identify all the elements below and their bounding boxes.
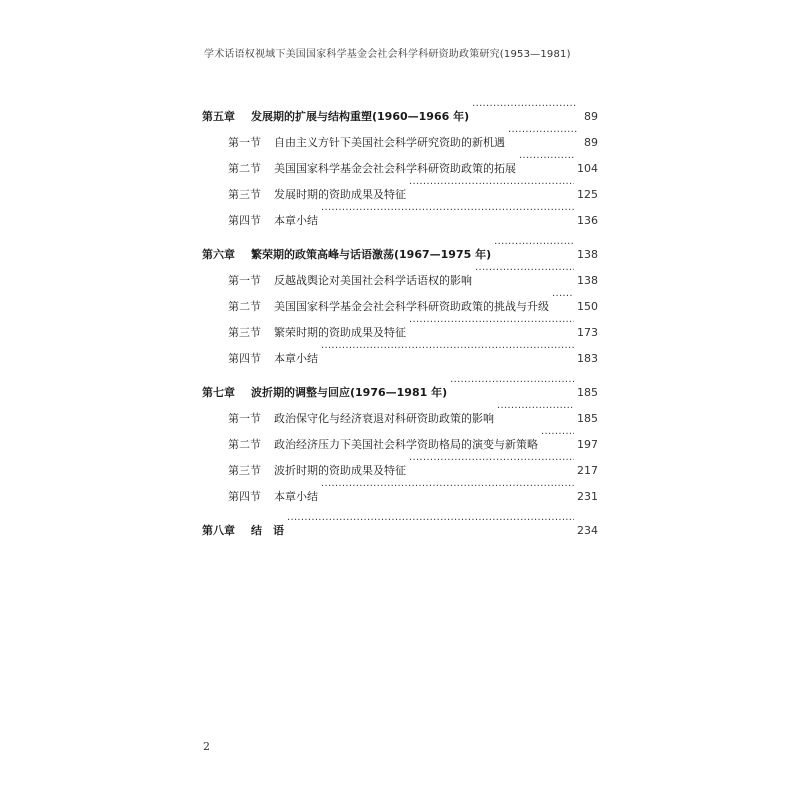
section-title: 美国国家科学基金会社会科学科研资助政策的挑战与升级: [274, 300, 549, 313]
section-number: 第一节: [228, 412, 261, 425]
table-of-contents: [202, 94, 598, 537]
section-title: 美国国家科学基金会社会科学科研资助政策的拓展: [274, 162, 516, 175]
chapter-number: 第七章: [202, 386, 235, 399]
toc-page-number: 173: [577, 326, 598, 339]
dot-leader: [321, 336, 574, 362]
section-number: 第二节: [228, 300, 261, 313]
dot-leader: [409, 172, 574, 198]
toc-page-number: 150: [577, 300, 598, 313]
chapter-title: 发展期的扩展与结构重塑(1960—1966 年): [251, 110, 470, 123]
dot-leader: [475, 258, 574, 284]
chapter-title: 繁荣期的政策高峰与话语激荡(1967—1975 年): [251, 248, 492, 261]
toc-page-number: 217: [577, 464, 598, 477]
section-title: 反越战舆论对美国社会科学话语权的影响: [274, 274, 472, 287]
running-header: 学术话语权视域下美国国家科学基金会社会科学科研资助政策研究(1953—1981): [204, 49, 571, 60]
section-title: 政治保守化与经济衰退对科研资助政策的影响: [274, 412, 494, 425]
chapter-number: 第八章: [202, 524, 235, 537]
dot-leader: [287, 508, 574, 534]
dot-leader: [541, 422, 574, 448]
toc-page-number: 125: [577, 188, 598, 201]
section-title: 自由主义方针下美国社会科学研究资助的新机遇: [274, 136, 505, 149]
toc-chapter-entry[interactable]: [202, 94, 598, 123]
dot-leader: [450, 370, 574, 396]
toc-page-number: 138: [577, 248, 598, 261]
section-number: 第三节: [228, 326, 261, 339]
toc-page-number: 89: [584, 136, 598, 149]
section-number: 第四节: [228, 352, 261, 365]
toc-page-number: 183: [577, 352, 598, 365]
dot-leader: [321, 198, 574, 224]
toc-page-number: 89: [584, 110, 598, 123]
section-number: 第三节: [228, 188, 261, 201]
dot-leader: [409, 448, 574, 474]
section-title: 政治经济压力下美国社会科学资助格局的演变与新策略: [274, 438, 538, 451]
section-title: 波折时期的资助成果及特征: [274, 464, 406, 477]
dot-leader: [508, 120, 577, 146]
section-number: 第一节: [228, 136, 261, 149]
dot-leader: [552, 284, 574, 310]
section-number: 第四节: [228, 490, 261, 503]
toc-page-number: 185: [577, 412, 598, 425]
toc-page-number: 136: [577, 214, 598, 227]
section-number: 第三节: [228, 464, 261, 477]
toc-chapter-entry[interactable]: [202, 232, 598, 261]
dot-leader: [497, 396, 574, 422]
chapter-title: 波折期的调整与回应(1976—1981 年): [251, 386, 448, 399]
toc-page-number: 104: [577, 162, 598, 175]
toc-page-number: 185: [577, 386, 598, 399]
toc-page-number: 231: [577, 490, 598, 503]
toc-page-number: 138: [577, 274, 598, 287]
dot-leader: [472, 94, 577, 120]
dot-leader: [409, 310, 574, 336]
section-title: 繁荣时期的资助成果及特征: [274, 326, 406, 339]
section-title: 本章小结: [274, 490, 318, 503]
section-number: 第一节: [228, 274, 261, 287]
dot-leader: [321, 474, 574, 500]
section-number: 第四节: [228, 214, 261, 227]
chapter-number: 第五章: [202, 110, 235, 123]
toc-page-number: 197: [577, 438, 598, 451]
toc-page-number: 234: [577, 524, 598, 537]
section-number: 第二节: [228, 162, 261, 175]
chapter-title: 结 语: [251, 524, 284, 537]
dot-leader: [519, 146, 574, 172]
section-number: 第二节: [228, 438, 261, 451]
chapter-number: 第六章: [202, 248, 235, 261]
section-title: 本章小结: [274, 214, 318, 227]
section-title: 发展时期的资助成果及特征: [274, 188, 406, 201]
toc-chapter-entry[interactable]: [202, 370, 598, 399]
page-number: 2: [203, 740, 210, 753]
section-title: 本章小结: [274, 352, 318, 365]
dot-leader: [494, 232, 574, 258]
toc-chapter-entry[interactable]: [202, 508, 598, 537]
